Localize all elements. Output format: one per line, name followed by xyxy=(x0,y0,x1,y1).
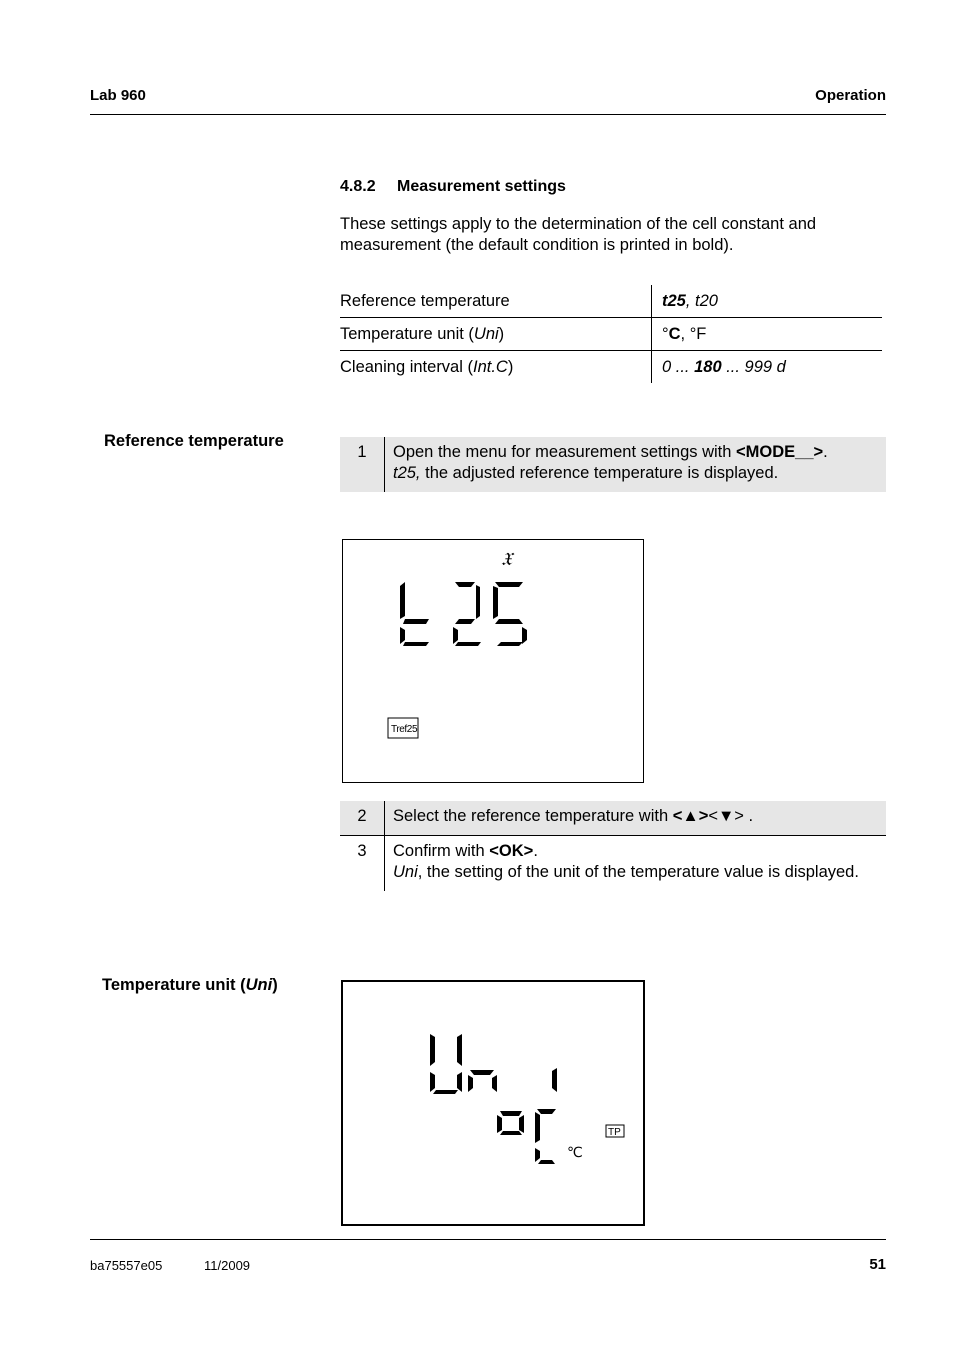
intro-paragraph: These settings apply to the determination of the cell constant and measurement (the default condition is printed in bold). xyxy=(340,215,817,254)
celsius-unit-symbol: ℃ xyxy=(567,1145,583,1161)
settings-label: Temperature unit (Uni) xyxy=(340,318,652,351)
footer-date: 11/2009 xyxy=(204,1258,251,1273)
settings-values: 0 ... 180 ... 999 d xyxy=(652,351,883,384)
lcd-t25-digits xyxy=(400,582,527,646)
section-title: Measurement settings xyxy=(397,178,566,195)
settings-row xyxy=(340,351,882,384)
tp-indicator-label: TP xyxy=(608,1127,621,1138)
settings-values: t25, t20 xyxy=(662,291,718,310)
lcd-top-symbol: 𝔛 xyxy=(501,549,513,570)
lcd-t25-graphic xyxy=(343,540,643,782)
step-number: 1 xyxy=(340,437,385,492)
side-label-reference-temperature: Reference temperature xyxy=(104,432,284,450)
page-number: 51 xyxy=(869,1256,886,1273)
section-heading xyxy=(340,178,566,196)
header-product: Lab 960 xyxy=(90,87,146,104)
step-text: Open the menu for measurement settings with <MODE__>. t25, the adjusted reference temperature is displayed. xyxy=(385,437,887,492)
lcd-uni-graphic xyxy=(343,982,643,1224)
footer-rule xyxy=(90,1239,886,1240)
settings-label: Reference temperature xyxy=(340,285,652,318)
header-rule xyxy=(90,114,886,115)
side-label-temperature-unit: Temperature unit (Uni) xyxy=(102,976,278,994)
section-number: 4.8.2 xyxy=(340,178,376,195)
step-text: Confirm with <OK>. Uni, the setting of the unit of the temperature value is displayed. xyxy=(385,836,887,892)
header-chapter: Operation xyxy=(815,87,886,104)
footer-doc-id: ba75557e05 xyxy=(90,1258,163,1273)
lcd-uni-digits xyxy=(430,1034,557,1164)
settings-label: Cleaning interval (Int.C) xyxy=(340,351,652,384)
settings-row xyxy=(340,318,882,351)
settings-table xyxy=(340,285,882,383)
settings-values: °C, °F xyxy=(652,318,883,351)
tref25-indicator-label: Tref25 xyxy=(391,724,418,735)
step-number: 2 xyxy=(340,801,385,836)
step-text: Select the reference temperature with <▲><▼> . xyxy=(385,801,887,836)
steps-table-2 xyxy=(340,801,886,891)
steps-table-1 xyxy=(340,437,886,492)
step-row xyxy=(340,836,886,892)
lcd-display-t25 xyxy=(342,539,644,783)
step-number: 3 xyxy=(340,836,385,892)
lcd-display-uni xyxy=(341,980,645,1226)
settings-row xyxy=(340,285,882,318)
step-row xyxy=(340,437,886,492)
step-row xyxy=(340,801,886,836)
